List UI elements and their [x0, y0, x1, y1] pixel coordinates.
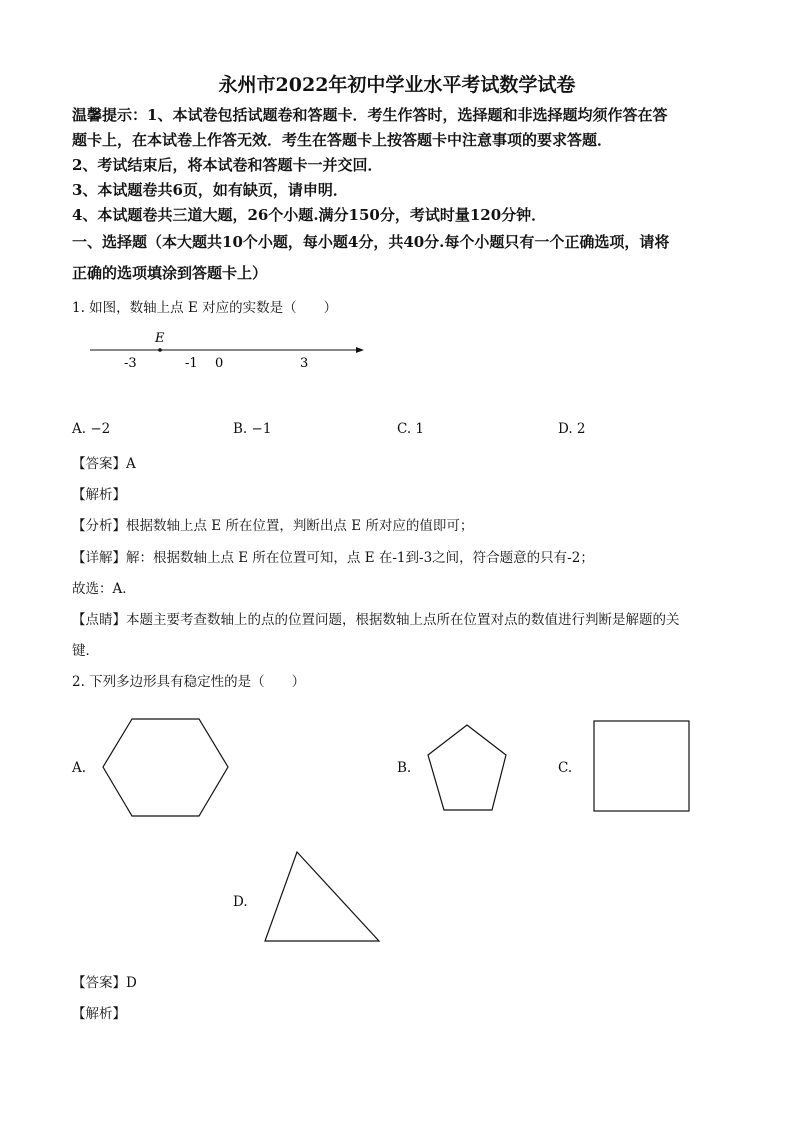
hexagon-shape — [103, 719, 228, 816]
q1-option-c: C. 1 — [397, 421, 425, 437]
section-heading-line-2: 正确的选项填涂到答题卡上） — [72, 264, 268, 282]
square-figure — [592, 719, 692, 813]
tick-label-0: 0 — [215, 356, 224, 371]
q2-option-d-label: D. — [233, 894, 248, 910]
q1-xiangjie: 【详解】解：根据数轴上点 E 所在位置可知，点 E 在-1到-3之间，符合题意的只有-2； — [72, 550, 594, 566]
notice-line-3: 2、考试结束后，将本试卷和答题卡一并交回． — [72, 156, 383, 174]
notice-line-4: 3、本试题卷共6页，如有缺页，请申明． — [72, 181, 348, 199]
q1-option-d: D. 2 — [558, 421, 586, 437]
point-e-dot — [158, 348, 162, 352]
tick-label-3: 3 — [300, 356, 309, 371]
q1-answer: 【答案】A — [72, 456, 136, 472]
triangle-shape — [265, 852, 379, 941]
triangle-figure — [262, 849, 382, 945]
question-2-stem: 2. 下列多边形具有稳定性的是（ ） — [72, 674, 306, 690]
q2-option-a-label: A. — [72, 760, 87, 776]
q1-option-b: B. −1 — [233, 421, 272, 437]
notice-line-5: 4、本试题卷共三道大题，26个小题.满分150分，考试时量120分钟． — [72, 206, 547, 224]
question-1-stem: 1. 如图，数轴上点 E 对应的实数是（ ） — [72, 300, 338, 316]
hexagon-figure — [100, 717, 232, 821]
q2-answer: 【答案】D — [72, 975, 137, 991]
q2-option-c-label: C. — [558, 760, 573, 776]
notice-line-1: 温馨提示：1、本试卷包括试题卷和答题卡．考生作答时，选择题和非选择题均须作答在答 — [72, 106, 668, 124]
q2-option-b-label: B. — [397, 760, 412, 776]
notice-line-2: 题卡上，在本试卷上作答无效．考生在答题卡上按答题卡中注意事项的要求答题． — [72, 131, 613, 149]
q1-choose: 故选：A． — [72, 581, 136, 597]
number-line-arrow — [356, 347, 364, 353]
q2-analysis-title: 【解析】 — [72, 1006, 126, 1022]
q1-dianjing-line-1: 【点睛】本题主要考查数轴上的点的位置问题，根据数轴上点所在位置对点的数值进行判断是解题的关 — [72, 612, 680, 628]
q1-fenxi: 【分析】根据数轴上点 E 所在位置，判断出点 E 所对应的值即可； — [72, 518, 474, 534]
q1-dianjing-line-2: 键． — [72, 643, 99, 659]
page-title: 永州市2022年初中学业水平考试数学试卷 — [218, 74, 576, 96]
tick-label-neg3: -3 — [124, 356, 137, 371]
q1-option-a: A. −2 — [72, 421, 111, 437]
tick-label-neg1: -1 — [185, 356, 198, 371]
square-shape — [594, 721, 689, 811]
number-line-figure — [86, 326, 376, 372]
section-heading-line-1: 一、选择题（本大题共10个小题，每小题4分，共40分.每个小题只有一个正确选项，请将 — [72, 233, 670, 251]
pentagon-figure — [426, 722, 508, 814]
pentagon-shape — [428, 725, 506, 810]
q1-analysis-title: 【解析】 — [72, 487, 126, 503]
point-e-label: E — [155, 331, 165, 346]
